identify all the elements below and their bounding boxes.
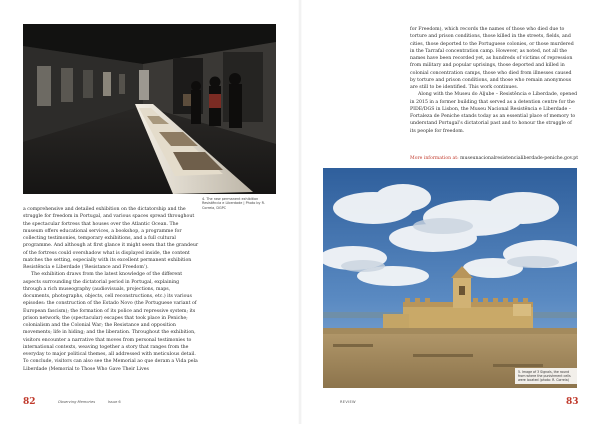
journal-name: Observing Memories xyxy=(58,400,96,404)
more-info-label: More information at: xyxy=(410,156,459,161)
museum-corridor-illustration xyxy=(23,24,276,194)
more-info-link[interactable]: museunacionalresistencialiberdade-peniche.gov.pt xyxy=(460,156,579,161)
fortress-photo xyxy=(323,168,577,388)
left-paragraph-1: a comprehensive and detailed exhibition on the dictatorship and the struggle for freedom in Portugal, and various spaces spread throughout the spectacular fortress that houses over the Atlantic Ocean. The museum offers educational services, a bookshop, a programme for collecting testimonies, temporary exhibitions, and a full cultural programme. And although at first glance it might seem that the grandeur of the fortress could overshadow what is displayed inside, the content matches the setting, especially with its excellent permanent exhibition Resistência e Liberdade (‘Resistance and Freedom’). xyxy=(23,207,199,270)
fortress-illustration xyxy=(323,168,577,388)
right-article-column xyxy=(410,26,578,135)
right-paragraph-1: for Freedom), which records the names of those who died due to torture and prison conditions, those killed in the streets, fields, and cities, those deported to the Portuguese colonies, or those murdered in the Tarrafal concentration camp. However, as noted, not all the names have been recorded yet, as hundreds of victims of repression from military and popular uprisings, those deported and killed in colonial concentration camps, those who died from illnesses caused by torture and prison conditions, and those who remain anonymous are still to be identified. This work continues. xyxy=(410,27,574,90)
section-label: REVIEW xyxy=(340,400,356,404)
photo-caption: 4. The new permanent exhibition Resistência e Liberdade | Photo by R. Correia, DGPC xyxy=(202,197,265,210)
museum-exhibition-photo xyxy=(23,24,276,194)
page-gutter xyxy=(298,0,302,424)
issue-label: Issue 6 xyxy=(108,400,121,404)
page-number-left: 82 xyxy=(23,397,36,407)
photo-caption-right: 5. Image of 3 Signals, the round from where the punishment cells were located (photo: R. Correia) xyxy=(515,368,579,384)
right-paragraph-2: Along with the Museu do Aljube – Resistência e Liberdade, opened in 2015 in a former building that served as a detention centre for the PIDE/DGS in Lisbon, the Museu Nacional Resistência e Liberdade – Fortaleza de Peniche stands today as an essential place of memory to understand Portugal’s dictatorial past and to honour the struggle of its people for freedom. xyxy=(410,92,578,134)
more-information-line xyxy=(410,156,592,162)
page-number-right: 83 xyxy=(566,397,579,407)
left-paragraph-2: The exhibition draws from the latest knowledge of the different aspects surrounding the dictatorial period in Portugal, explaining through a rich museography (audiovisuals, projections, maps, documents, photographs, objects, cell reconstructions, etc.) its various episodes: the construction of the Estado Novo (the Portuguese variant of European fascism); the formation of its police and repressive system; its prison network; the (spectacular) escapes that took place in Peniche; colonialism and the Colonial War; the Resistance and opposition movements; life in hiding; and the liberation. Throughout the exhibition, visitors encounter a narrative that moves from personal testimonies to international contexts, weaving together a story that ranges from the everyday to major political themes, all addressed with meticulous detail. To conclude, visitors can also see the Memorial ao que deram a Vida pela Liberdade (Memorial to Those Who Gave Their Lives xyxy=(23,272,198,372)
left-article-column xyxy=(23,206,199,373)
